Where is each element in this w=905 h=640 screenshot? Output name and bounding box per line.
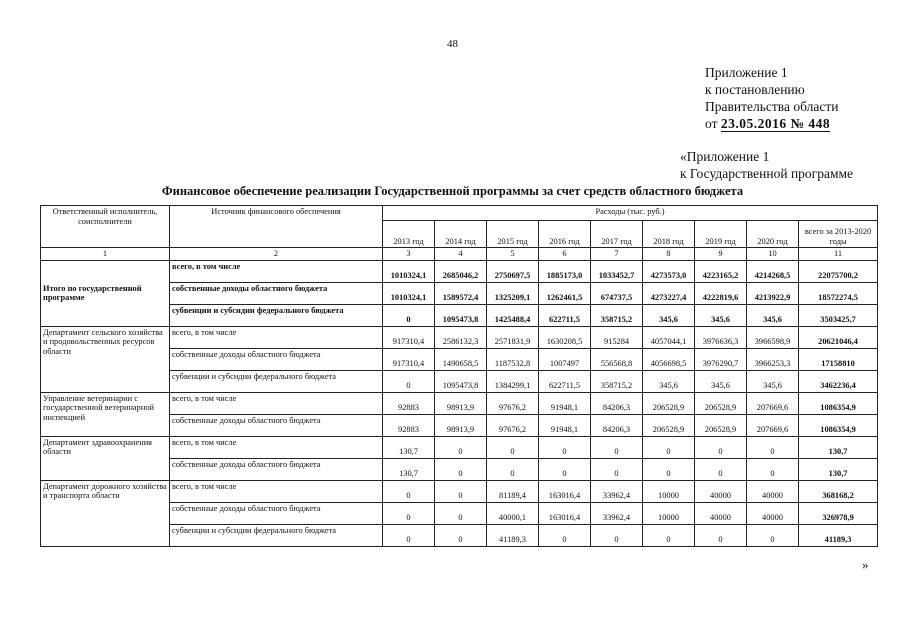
source-cell: собственные доходы областного бюджета (170, 282, 383, 304)
value-cell: 81189,4 (487, 480, 539, 502)
header-year: 2016 год (539, 221, 591, 248)
value-cell: 40000 (747, 480, 799, 502)
value-cell: 0 (695, 524, 747, 546)
approval-line-1: Приложение 1 (705, 65, 788, 80)
value-cell: 206528,9 (643, 392, 695, 414)
value-cell: 3966253,3 (747, 348, 799, 370)
executor-cell: Департамент дорожного хозяйства и транспорта области (41, 480, 170, 546)
header-year: 2019 год (695, 221, 747, 248)
value-cell: 1630208,5 (539, 326, 591, 348)
value-cell: 2685046,2 (435, 260, 487, 282)
header-year: 2018 год (643, 221, 695, 248)
column-number: 9 (695, 248, 747, 261)
value-cell: 4273227,4 (643, 282, 695, 304)
value-cell: 0 (747, 524, 799, 546)
value-cell: 345,6 (747, 304, 799, 326)
value-cell: 368168,2 (799, 480, 878, 502)
source-cell: всего, в том числе (170, 326, 383, 348)
page-number: 48 (447, 38, 458, 50)
value-cell: 358715,2 (591, 370, 643, 392)
value-cell: 622711,5 (539, 304, 591, 326)
column-numbers-row (41, 248, 878, 261)
value-cell: 674737,5 (591, 282, 643, 304)
value-cell: 3462236,4 (799, 370, 878, 392)
value-cell: 206528,9 (695, 414, 747, 436)
value-cell: 130,7 (383, 436, 435, 458)
value-cell: 0 (383, 480, 435, 502)
value-cell: 0 (383, 370, 435, 392)
header-executor: Ответственный исполнитель, соисполнители (41, 206, 170, 248)
column-number: 11 (799, 248, 878, 261)
value-cell: 206528,9 (643, 414, 695, 436)
value-cell: 345,6 (695, 304, 747, 326)
value-cell: 163016,4 (539, 480, 591, 502)
annex-block (680, 148, 853, 182)
value-cell: 1007497 (539, 348, 591, 370)
document-title: Финансовое обеспечение реализации Государственной программы за счет средств областного бюджета (161, 184, 744, 198)
value-cell: 0 (643, 436, 695, 458)
value-cell: 1095473,8 (435, 370, 487, 392)
value-cell: 207669,6 (747, 392, 799, 414)
value-cell: 0 (435, 436, 487, 458)
column-number: 5 (487, 248, 539, 261)
header-year: 2020 год (747, 221, 799, 248)
source-cell: собственные доходы областного бюджета (170, 348, 383, 370)
value-cell: 97676,2 (487, 392, 539, 414)
table-row (41, 436, 878, 458)
executor-cell: Управление ветеринарии с государственной ветеринарной инспекцией (41, 392, 170, 436)
value-cell: 18572274,5 (799, 282, 878, 304)
approval-date-number: 23.05.2016 № 448 (720, 116, 831, 131)
value-cell: 41189,3 (487, 524, 539, 546)
value-cell: 622711,5 (539, 370, 591, 392)
value-cell: 207669,6 (747, 414, 799, 436)
source-cell: всего, в том числе (170, 480, 383, 502)
value-cell: 97676,2 (487, 414, 539, 436)
value-cell: 41189,3 (799, 524, 878, 546)
value-cell: 206528,9 (695, 392, 747, 414)
value-cell: 130,7 (383, 458, 435, 480)
value-cell: 3976290,7 (695, 348, 747, 370)
value-cell: 0 (383, 304, 435, 326)
value-cell: 4213922,9 (747, 282, 799, 304)
value-cell: 345,6 (747, 370, 799, 392)
value-cell: 40000,1 (487, 502, 539, 524)
source-cell: собственные доходы областного бюджета (170, 414, 383, 436)
value-cell: 3503425,7 (799, 304, 878, 326)
value-cell: 0 (383, 502, 435, 524)
value-cell: 0 (643, 524, 695, 546)
value-cell: 2571831,9 (487, 326, 539, 348)
value-cell: 1187532,8 (487, 348, 539, 370)
column-number: 8 (643, 248, 695, 261)
executor-cell: Итого по государственной программе (41, 260, 170, 326)
executor-cell: Департамент здравоохранения области (41, 436, 170, 480)
value-cell: 0 (591, 524, 643, 546)
table-row (41, 326, 878, 348)
value-cell: 3966598,9 (747, 326, 799, 348)
column-number: 6 (539, 248, 591, 261)
header-year: всего за 2013-2020 годы (799, 221, 878, 248)
value-cell: 4273573,0 (643, 260, 695, 282)
value-cell: 0 (435, 502, 487, 524)
value-cell: 1033452,7 (591, 260, 643, 282)
table-row (41, 392, 878, 414)
value-cell: 84206,3 (591, 414, 643, 436)
value-cell: 1262461,5 (539, 282, 591, 304)
value-cell: 0 (539, 524, 591, 546)
value-cell: 4214268,5 (747, 260, 799, 282)
value-cell: 0 (747, 436, 799, 458)
source-cell: всего, в том числе (170, 260, 383, 282)
value-cell: 1010324,1 (383, 260, 435, 282)
value-cell: 33962,4 (591, 480, 643, 502)
value-cell: 92883 (383, 392, 435, 414)
value-cell: 91948,1 (539, 414, 591, 436)
value-cell: 326978,9 (799, 502, 878, 524)
column-number: 7 (591, 248, 643, 261)
value-cell: 10000 (643, 502, 695, 524)
value-cell: 1086354,9 (799, 414, 878, 436)
table-row (41, 260, 878, 282)
header-source: Источник финансового обеспечения (170, 206, 383, 248)
value-cell: 345,6 (695, 370, 747, 392)
header-year: 2013 год (383, 221, 435, 248)
column-number: 3 (383, 248, 435, 261)
value-cell: 0 (643, 458, 695, 480)
value-cell: 4057044,1 (643, 326, 695, 348)
source-cell: субвенции и субсидии федерального бюджета (170, 304, 383, 326)
financing-table (40, 205, 878, 547)
value-cell: 0 (487, 436, 539, 458)
annex-line-1: «Приложение 1 (680, 149, 770, 164)
value-cell: 1325209,1 (487, 282, 539, 304)
annex-line-2: к Государственной программе (680, 166, 854, 181)
value-cell: 0 (695, 458, 747, 480)
value-cell: 2750697,5 (487, 260, 539, 282)
value-cell: 17158810 (799, 348, 878, 370)
value-cell: 0 (435, 458, 487, 480)
value-cell: 0 (591, 458, 643, 480)
value-cell: 84206,3 (591, 392, 643, 414)
value-cell: 0 (435, 524, 487, 546)
approval-line-2: к постановлению (705, 82, 805, 97)
column-number: 1 (41, 248, 170, 261)
approval-line-3: Правительства области (705, 99, 839, 114)
value-cell: 40000 (695, 480, 747, 502)
header-year: 2014 год (435, 221, 487, 248)
column-number: 4 (435, 248, 487, 261)
value-cell: 163016,4 (539, 502, 591, 524)
value-cell: 556568,8 (591, 348, 643, 370)
value-cell: 3976636,3 (695, 326, 747, 348)
value-cell: 10000 (643, 480, 695, 502)
approval-date-line (705, 115, 838, 132)
value-cell: 98913,9 (435, 414, 487, 436)
header-expenses: Расходы (тыс. руб.) (383, 206, 878, 221)
value-cell: 1425488,4 (487, 304, 539, 326)
value-cell: 40000 (747, 502, 799, 524)
value-cell: 915284 (591, 326, 643, 348)
approval-block (705, 64, 838, 132)
value-cell: 345,6 (643, 370, 695, 392)
value-cell: 130,7 (799, 436, 878, 458)
value-cell: 4223165,2 (695, 260, 747, 282)
value-cell: 0 (487, 458, 539, 480)
value-cell: 33962,4 (591, 502, 643, 524)
value-cell: 917310,4 (383, 348, 435, 370)
value-cell: 130,7 (799, 458, 878, 480)
value-cell: 0 (591, 436, 643, 458)
value-cell: 2586132,3 (435, 326, 487, 348)
source-cell: всего, в том числе (170, 392, 383, 414)
value-cell: 358715,2 (591, 304, 643, 326)
value-cell: 98913,9 (435, 392, 487, 414)
value-cell: 92883 (383, 414, 435, 436)
column-number: 2 (170, 248, 383, 261)
value-cell: 345,6 (643, 304, 695, 326)
value-cell: 4056698,5 (643, 348, 695, 370)
header-row (41, 206, 878, 221)
value-cell: 0 (383, 524, 435, 546)
value-cell: 4222819,6 (695, 282, 747, 304)
value-cell: 1095473,8 (435, 304, 487, 326)
source-cell: собственные доходы областного бюджета (170, 502, 383, 524)
closing-quote: » (862, 557, 869, 572)
value-cell: 40000 (695, 502, 747, 524)
value-cell: 22075700,2 (799, 260, 878, 282)
value-cell: 20621046,4 (799, 326, 878, 348)
header-year: 2017 год (591, 221, 643, 248)
value-cell: 917310,4 (383, 326, 435, 348)
source-cell: всего, в том числе (170, 436, 383, 458)
value-cell: 1086354,9 (799, 392, 878, 414)
executor-cell: Департамент сельского хозяйства и продовольственных ресурсов области (41, 326, 170, 392)
value-cell: 1589572,4 (435, 282, 487, 304)
value-cell: 0 (747, 458, 799, 480)
value-cell: 1010324,1 (383, 282, 435, 304)
value-cell: 0 (539, 458, 591, 480)
value-cell: 0 (695, 436, 747, 458)
source-cell: субвенции и субсидии федерального бюджета (170, 524, 383, 546)
value-cell: 1490658,5 (435, 348, 487, 370)
column-number: 10 (747, 248, 799, 261)
value-cell: 0 (539, 436, 591, 458)
value-cell: 1384299,1 (487, 370, 539, 392)
table-row (41, 480, 878, 502)
value-cell: 0 (435, 480, 487, 502)
source-cell: собственные доходы областного бюджета (170, 458, 383, 480)
value-cell: 91948,1 (539, 392, 591, 414)
header-year: 2015 год (487, 221, 539, 248)
value-cell: 1885173,0 (539, 260, 591, 282)
approval-prefix: от (705, 116, 718, 131)
source-cell: субвенции и субсидии федерального бюджета (170, 370, 383, 392)
